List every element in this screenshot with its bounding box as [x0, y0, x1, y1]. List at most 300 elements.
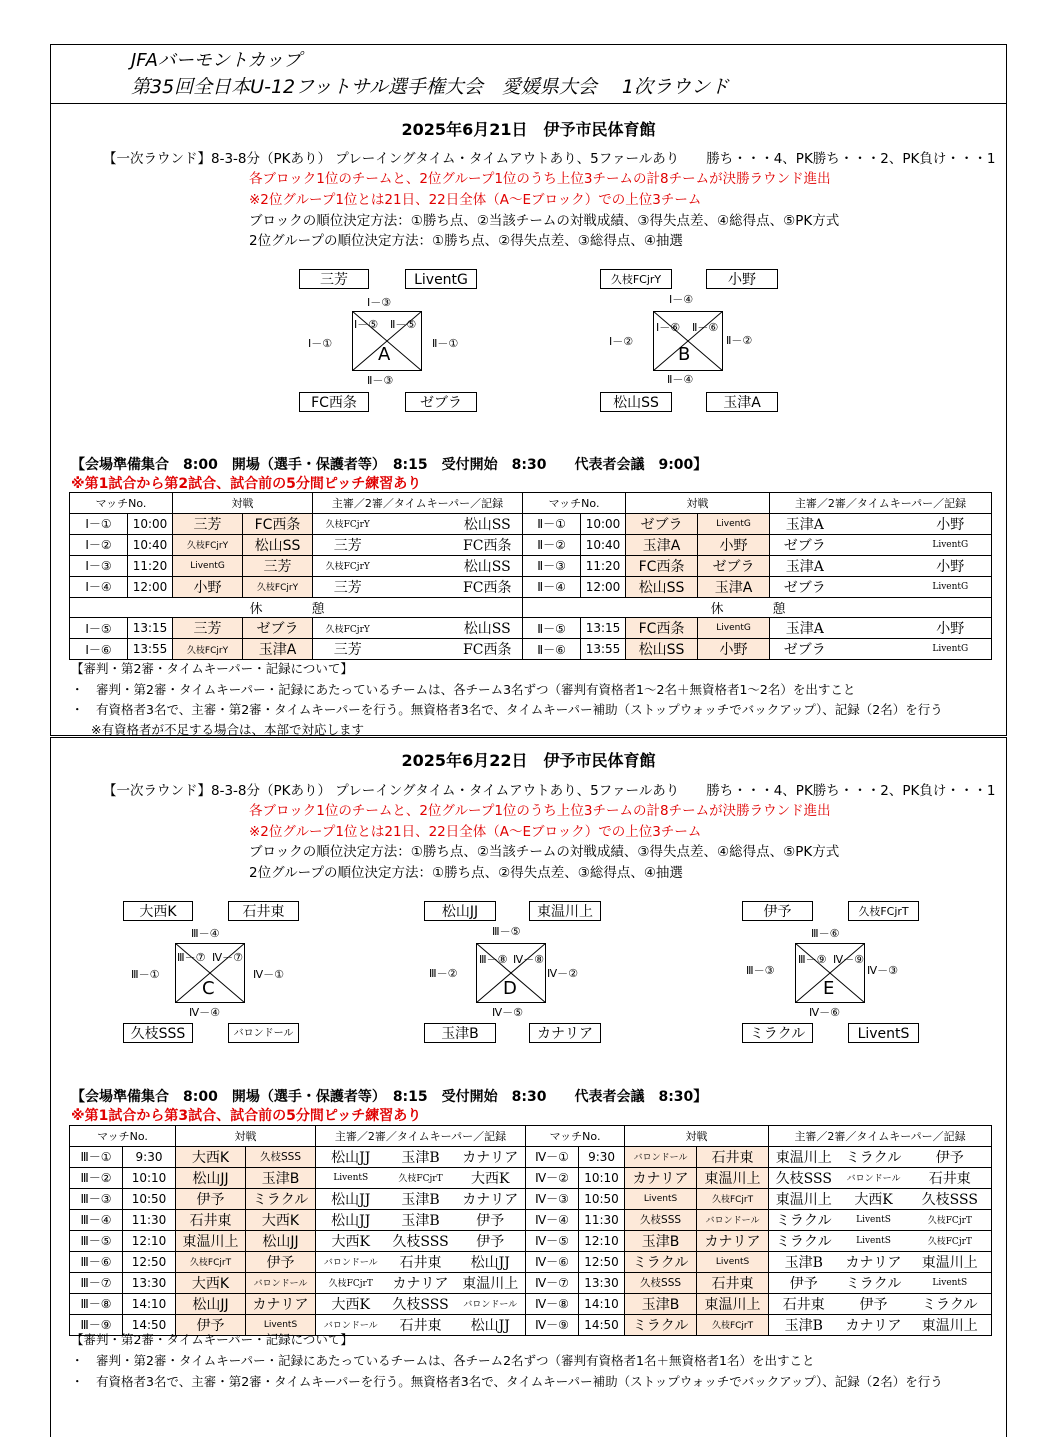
- away-team: 小野: [698, 534, 770, 555]
- referee-team-1: LiventS: [316, 1167, 386, 1188]
- block-e-label-top: Ⅲ－⑥: [811, 927, 840, 940]
- referee-team-3: 久枝FCjrT: [909, 1230, 992, 1251]
- away-team: バロンドール: [246, 1272, 316, 1293]
- referee-team-1: バロンドール: [316, 1314, 386, 1335]
- match-time: 13:30: [579, 1272, 625, 1293]
- block-a-team-tl: 三芳: [299, 269, 369, 289]
- day1-note-1: ・ 審判・第2審・タイムキーパー・記録にあたっているチームは、各チーム3名ずつ（審判有資格者1～2名＋無資格者1～2名）を出すこと: [71, 682, 856, 697]
- block-d-label-bottom: Ⅳ－⑤: [492, 1006, 524, 1019]
- home-team: 久枝FCjrY: [173, 534, 243, 555]
- referee-team-2: [383, 555, 453, 576]
- away-team: 東温川上: [697, 1167, 769, 1188]
- referee-team-1: 久枝FCjrY: [313, 513, 383, 534]
- table-row: [70, 534, 992, 555]
- referee-team-1: 東温川上: [769, 1188, 839, 1209]
- referee-team-3: 松山SS: [453, 555, 523, 576]
- day2-venue-schedule: 【会場準備集合 8:00 開場（選手・保護者等） 8:15 受付開始 8:30 代表者会議 8:30】: [71, 1089, 708, 1105]
- match-number: Ⅳ－③: [526, 1188, 579, 1209]
- referee-team-2: LiventS: [839, 1230, 909, 1251]
- match-time: 11:30: [579, 1209, 625, 1230]
- away-team: 石井東: [697, 1272, 769, 1293]
- home-team: 久枝FCjrY: [173, 639, 243, 660]
- block-e-team-br: LiventS: [848, 1023, 919, 1043]
- away-team: 大西K: [246, 1209, 316, 1230]
- referee-team-1: 久枝FCjrY: [313, 555, 383, 576]
- home-team: 東温川上: [176, 1230, 246, 1251]
- day1-section: [50, 44, 1007, 736]
- match-number: Ⅳ－⑧: [526, 1293, 579, 1314]
- referee-team-1: 玉津A: [770, 555, 840, 576]
- match-number: Ⅰ－④: [70, 576, 128, 597]
- away-team: 玉津A: [698, 576, 770, 597]
- block-b-team-bl: 松山SS: [600, 392, 672, 412]
- referee-team-3: カナリア: [456, 1146, 526, 1167]
- block-c-label-top: Ⅲ－④: [191, 927, 220, 940]
- home-team: 松山SS: [626, 639, 698, 660]
- block-b-label-bottom: Ⅱ－④: [667, 373, 694, 386]
- referee-team-2: [840, 513, 910, 534]
- referee-team-2: [840, 534, 910, 555]
- day2-date: 2025年6月22日 伊予市民体育館: [401, 751, 656, 770]
- block-a-label-diag2: Ⅱ－⑤: [390, 318, 417, 331]
- block-a-label-right: Ⅱ－①: [432, 337, 459, 350]
- match-time: 10:10: [123, 1167, 176, 1188]
- referee-team-1: 三芳: [313, 639, 383, 660]
- away-team: 久枝FCjrY: [243, 576, 313, 597]
- away-team: 三芳: [243, 555, 313, 576]
- block-c-label-right: Ⅳ－①: [253, 968, 285, 981]
- home-team: 松山SS: [626, 576, 698, 597]
- referee-team-2: 石井東: [386, 1251, 456, 1272]
- match-time: 12:10: [123, 1230, 176, 1251]
- referee-team-3: ミラクル: [909, 1293, 992, 1314]
- match-number: Ⅲ－③: [70, 1188, 123, 1209]
- match-time: 12:00: [128, 576, 173, 597]
- home-team: 玉津B: [625, 1230, 697, 1251]
- home-team: バロンドール: [625, 1146, 697, 1167]
- referee-team-3: 東温川上: [456, 1272, 526, 1293]
- block-e-label-bottom: Ⅳ－⑥: [809, 1006, 841, 1019]
- block-a-label-left: Ⅰ－①: [308, 337, 333, 350]
- day2-note-1: ・ 審判・第2審・タイムキーパー・記録にあたっているチームは、各チーム2名ずつ（審判有資格者1名＋無資格者1名）を出すこと: [71, 1353, 815, 1368]
- match-number: Ⅱ－④: [523, 576, 581, 597]
- referee-team-2: ミラクル: [839, 1272, 909, 1293]
- referee-team-2: カナリア: [839, 1314, 909, 1335]
- referee-team-1: 三芳: [313, 534, 383, 555]
- match-number: Ⅲ－④: [70, 1209, 123, 1230]
- referee-team-1: 久枝FCjrY: [313, 618, 383, 639]
- referee-team-3: 松山JJ: [456, 1251, 526, 1272]
- header-match-no: マッチNo.: [70, 493, 173, 514]
- referee-team-1: 松山JJ: [316, 1209, 386, 1230]
- block-a-letter: A: [378, 344, 391, 365]
- referee-team-1: ゼブラ: [770, 576, 840, 597]
- referee-team-1: 三芳: [313, 576, 383, 597]
- referee-team-2: 玉津B: [386, 1146, 456, 1167]
- block-d-label-left: Ⅲ－②: [429, 967, 458, 980]
- match-time: 10:50: [123, 1188, 176, 1209]
- referee-team-2: [840, 618, 910, 639]
- referee-team-1: 石井東: [769, 1293, 839, 1314]
- referee-team-1: 松山JJ: [316, 1188, 386, 1209]
- referee-team-3: 東温川上: [909, 1314, 992, 1335]
- referee-team-3: 東温川上: [909, 1251, 992, 1272]
- block-e-team-tr: 久枝FCjrT: [848, 901, 919, 921]
- referee-team-3: 久枝FCjrT: [909, 1209, 992, 1230]
- match-number: Ⅲ－②: [70, 1167, 123, 1188]
- block-b-team-tl: 久枝FCjrY: [600, 269, 672, 289]
- referee-team-1: 玉津A: [770, 618, 840, 639]
- away-team: LiventG: [698, 618, 770, 639]
- match-number: Ⅳ－⑦: [526, 1272, 579, 1293]
- table-row: [70, 576, 992, 597]
- referee-team-3: 伊予: [909, 1146, 992, 1167]
- document-header: [51, 45, 1006, 104]
- referee-team-3: 松山SS: [453, 513, 523, 534]
- referee-team-3: 小野: [910, 618, 992, 639]
- table-row: [70, 1251, 992, 1272]
- away-team: バロンドール: [697, 1209, 769, 1230]
- block-a-label-top: Ⅰ－③: [367, 296, 392, 309]
- home-team: 石井東: [176, 1209, 246, 1230]
- block-e-label-diag1: Ⅲ－⑨: [798, 953, 827, 966]
- away-team: カナリア: [246, 1293, 316, 1314]
- home-team: FC西条: [626, 555, 698, 576]
- table-row: [70, 1146, 992, 1167]
- home-team: LiventG: [173, 555, 243, 576]
- day1-rule-1: 【一次ラウンド】8-3-8分（PKあり） プレーイングタイム・タイムアウトあり、5ファールあり 勝ち・・・4、PK勝ち・・・2、PK負け・・・1: [103, 151, 996, 167]
- away-team: カナリア: [697, 1230, 769, 1251]
- referee-team-3: 大西K: [456, 1167, 526, 1188]
- match-time: 11:30: [123, 1209, 176, 1230]
- match-time: 10:40: [581, 534, 626, 555]
- block-c-label-bottom: Ⅳ－④: [189, 1006, 221, 1019]
- referee-team-2: [383, 513, 453, 534]
- header-line2: 第35回全日本U-12フットサル選手権大会 愛媛県大会 1次ラウンド: [131, 76, 729, 98]
- match-time: 9:30: [123, 1146, 176, 1167]
- block-c-team-bl: 久枝SSS: [123, 1023, 193, 1043]
- referee-team-2: 久枝SSS: [386, 1293, 456, 1314]
- referee-team-2: [840, 639, 910, 660]
- block-e-label-diag2: Ⅳ－⑨: [833, 953, 865, 966]
- referee-team-2: 伊予: [839, 1293, 909, 1314]
- header-line1: JFAバーモントカップ: [131, 50, 302, 71]
- block-c-label-diag2: Ⅳ－⑦: [212, 951, 244, 964]
- referee-team-3: バロンドール: [456, 1293, 526, 1314]
- referee-team-1: ミラクル: [769, 1209, 839, 1230]
- match-time: 14:10: [579, 1293, 625, 1314]
- table-header-row: [70, 1126, 992, 1147]
- day1-schedule-table: [69, 492, 992, 660]
- match-number: Ⅰ－②: [70, 534, 128, 555]
- away-team: ゼブラ: [243, 618, 313, 639]
- block-d-team-br: カナリア: [529, 1023, 601, 1043]
- day1-notes-title: 【審判・第2審・タイムキーパー・記録について】: [71, 661, 353, 676]
- break-label: 休 憩: [523, 597, 992, 618]
- home-team: 三芳: [173, 513, 243, 534]
- block-b-letter: B: [678, 344, 691, 365]
- away-team: LiventS: [246, 1314, 316, 1335]
- referee-team-3: FC西条: [453, 639, 523, 660]
- block-d-label-diag2: Ⅳ－⑧: [513, 953, 545, 966]
- home-team: 大西K: [176, 1146, 246, 1167]
- block-d-letter: D: [503, 978, 517, 999]
- header-match-no: マッチNo.: [523, 493, 626, 514]
- referee-team-3: 伊予: [456, 1209, 526, 1230]
- break-label: 休 憩: [70, 597, 523, 618]
- home-team: 久枝SSS: [625, 1209, 697, 1230]
- referee-team-3: 石井東: [909, 1167, 992, 1188]
- header-match: 対戦: [626, 493, 770, 514]
- referee-team-2: 石井東: [386, 1314, 456, 1335]
- block-c-team-tr: 石井東: [228, 901, 299, 921]
- away-team: ゼブラ: [698, 555, 770, 576]
- referee-team-3: FC西条: [453, 576, 523, 597]
- referee-team-1: ゼブラ: [770, 639, 840, 660]
- block-e-team-tl: 伊予: [742, 901, 813, 921]
- day1-venue-schedule: 【会場準備集合 8:00 開場（選手・保護者等） 8:15 受付開始 8:30 代表者会議 9:00】: [71, 457, 708, 473]
- block-b-label-top: Ⅰ－④: [669, 293, 694, 306]
- day2-rule-4: ブロックの順位決定方法：①勝ち点、②当該チームの対戦成績、③得失点差、④総得点、⑤PK方式: [249, 844, 840, 860]
- block-e-label-left: Ⅲ－③: [746, 964, 775, 977]
- referee-team-2: 大西K: [839, 1188, 909, 1209]
- referee-team-3: 伊予: [456, 1230, 526, 1251]
- block-b-team-tr: 小野: [706, 269, 778, 289]
- match-time: 13:30: [123, 1272, 176, 1293]
- referee-team-3: カナリア: [456, 1188, 526, 1209]
- match-time: 12:00: [581, 576, 626, 597]
- match-time: 10:00: [581, 513, 626, 534]
- match-number: Ⅲ－⑤: [70, 1230, 123, 1251]
- away-team: FC西条: [243, 513, 313, 534]
- block-b-label-right: Ⅱ－②: [726, 334, 753, 347]
- home-team: LiventS: [625, 1188, 697, 1209]
- referee-team-2: [383, 534, 453, 555]
- referee-team-2: 玉津B: [386, 1209, 456, 1230]
- match-time: 13:15: [581, 618, 626, 639]
- home-team: ミラクル: [625, 1314, 697, 1335]
- home-team: 玉津B: [625, 1293, 697, 1314]
- day1-note-3: ※有資格者が不足する場合は、本部で対応します: [91, 722, 364, 737]
- away-team: 東温川上: [697, 1293, 769, 1314]
- match-time: 10:40: [128, 534, 173, 555]
- table-header-row: [70, 493, 992, 514]
- table-row: [70, 618, 992, 639]
- match-time: 13:15: [128, 618, 173, 639]
- table-row: [70, 555, 992, 576]
- header-refs: 主審／2審／タイムキーパー／記録: [316, 1126, 526, 1147]
- block-d-label-diag1: Ⅲ－⑧: [479, 953, 508, 966]
- home-team: 久枝SSS: [625, 1272, 697, 1293]
- referee-team-2: バロンドール: [839, 1167, 909, 1188]
- day2-schedule-table: [69, 1125, 992, 1336]
- block-c-letter: C: [202, 978, 215, 999]
- day2-rule-2: 各ブロック1位のチームと、2位グループ1位のうち上位3チームの計8チームが決勝ラウンド進出: [249, 803, 831, 819]
- referee-team-2: 久枝SSS: [386, 1230, 456, 1251]
- day1-practice-note: ※第1試合から第2試合、試合前の5分間ピッチ練習あり: [71, 476, 422, 492]
- referee-team-1: 久枝SSS: [769, 1167, 839, 1188]
- away-team: 久枝FCjrT: [697, 1314, 769, 1335]
- referee-team-2: カナリア: [839, 1251, 909, 1272]
- away-team: LiventG: [698, 513, 770, 534]
- table-row: [70, 513, 992, 534]
- block-b-label-left: Ⅰ－②: [609, 335, 634, 348]
- referee-team-1: バロンドール: [316, 1251, 386, 1272]
- day1-rule-5: 2位グループの順位決定方法：①勝ち点、②得失点差、③総得点、④抽選: [249, 233, 683, 249]
- home-team: 伊予: [176, 1314, 246, 1335]
- table-row: [70, 1272, 992, 1293]
- header-refs: 主審／2審／タイムキーパー／記録: [769, 1126, 992, 1147]
- home-team: 小野: [173, 576, 243, 597]
- away-team: 小野: [698, 639, 770, 660]
- referee-team-2: 久枝FCjrT: [386, 1167, 456, 1188]
- day2-practice-note: ※第1試合から第3試合、試合前の5分間ピッチ練習あり: [71, 1108, 422, 1124]
- block-a-team-bl: FC西条: [299, 392, 369, 412]
- away-team: 伊予: [246, 1251, 316, 1272]
- referee-team-2: [383, 639, 453, 660]
- match-number: Ⅲ－⑦: [70, 1272, 123, 1293]
- away-team: 松山JJ: [246, 1230, 316, 1251]
- table-row: [70, 639, 992, 660]
- away-team: 玉津A: [243, 639, 313, 660]
- away-team: 石井東: [697, 1146, 769, 1167]
- home-team: FC西条: [626, 618, 698, 639]
- table-row: [70, 1293, 992, 1314]
- match-time: 9:30: [579, 1146, 625, 1167]
- block-b-label-diag1: Ⅰ－⑥: [656, 321, 681, 334]
- referee-team-1: 玉津A: [770, 513, 840, 534]
- match-number: Ⅰ－⑥: [70, 639, 128, 660]
- table-row: [70, 1230, 992, 1251]
- home-team: 久枝FCjrT: [176, 1251, 246, 1272]
- match-time: 14:10: [123, 1293, 176, 1314]
- referee-team-1: 玉津B: [769, 1251, 839, 1272]
- match-time: 10:50: [579, 1188, 625, 1209]
- referee-team-2: 玉津B: [386, 1188, 456, 1209]
- referee-team-1: 松山JJ: [316, 1146, 386, 1167]
- match-time: 13:55: [128, 639, 173, 660]
- match-number: Ⅰ－③: [70, 555, 128, 576]
- referee-team-2: [840, 555, 910, 576]
- referee-team-2: [383, 576, 453, 597]
- match-time: 14:50: [579, 1314, 625, 1335]
- block-c-label-diag1: Ⅲ－⑦: [177, 951, 206, 964]
- block-c-team-tl: 大西K: [123, 901, 193, 921]
- match-number: Ⅲ－①: [70, 1146, 123, 1167]
- referee-team-1: 伊予: [769, 1272, 839, 1293]
- referee-team-3: 松山SS: [453, 618, 523, 639]
- referee-team-2: ミラクル: [839, 1146, 909, 1167]
- away-team: 久枝SSS: [246, 1146, 316, 1167]
- header-match-no: マッチNo.: [526, 1126, 625, 1147]
- day1-date: 2025年6月21日 伊予市民体育館: [401, 120, 656, 139]
- home-team: 三芳: [173, 618, 243, 639]
- home-team: ゼブラ: [626, 513, 698, 534]
- header-match: 対戦: [173, 493, 313, 514]
- away-team: LiventS: [697, 1251, 769, 1272]
- match-time: 13:55: [581, 639, 626, 660]
- away-team: 玉津B: [246, 1167, 316, 1188]
- home-team: 大西K: [176, 1272, 246, 1293]
- referee-team-3: LiventG: [910, 534, 992, 555]
- day2-rule-3: ※2位グループ1位とは21日、22日全体（A～Eブロック）での上位3チーム: [249, 824, 702, 840]
- table-row: [70, 1209, 992, 1230]
- referee-team-3: 松山JJ: [456, 1314, 526, 1335]
- header-match: 対戦: [625, 1126, 769, 1147]
- day2-section: [50, 737, 1007, 1437]
- day1-rule-4: ブロックの順位決定方法：①勝ち点、②当該チームの対戦成績、③得失点差、④総得点、⑤PK方式: [249, 213, 840, 229]
- match-number: Ⅳ－⑨: [526, 1314, 579, 1335]
- home-team: ミラクル: [625, 1251, 697, 1272]
- block-a-label-bottom: Ⅱ－③: [367, 374, 394, 387]
- day2-notes-title: 【審判・第2審・タイムキーパー・記録について】: [71, 1332, 353, 1347]
- block-d-team-tr: 東温川上: [529, 901, 601, 921]
- match-number: Ⅳ－①: [526, 1146, 579, 1167]
- referee-team-1: 東温川上: [769, 1146, 839, 1167]
- block-a-team-tr: LiventG: [405, 269, 477, 289]
- referee-team-1: 玉津B: [769, 1314, 839, 1335]
- header-refs: 主審／2審／タイムキーパー／記録: [313, 493, 523, 514]
- header-match-no: マッチNo.: [70, 1126, 176, 1147]
- referee-team-1: 久枝FCjrT: [316, 1272, 386, 1293]
- day2-rule-1: 【一次ラウンド】8-3-8分（PKあり） プレーイングタイム・タイムアウトあり、5ファールあり 勝ち・・・4、PK勝ち・・・2、PK負け・・・1: [103, 783, 996, 799]
- break-row: [70, 597, 992, 618]
- referee-team-2: LiventS: [839, 1209, 909, 1230]
- match-number: Ⅰ－⑤: [70, 618, 128, 639]
- referee-team-2: [840, 576, 910, 597]
- match-number: Ⅲ－⑧: [70, 1293, 123, 1314]
- referee-team-1: 大西K: [316, 1230, 386, 1251]
- match-number: Ⅰ－①: [70, 513, 128, 534]
- day1-note-2: ・ 有資格者3名で、主審・第2審・タイムキーパーを行う。無資格者3名で、タイムキーパー補助（ストップウォッチでバックアップ）、記録（2名）を行う: [71, 702, 943, 717]
- match-time: 12:50: [579, 1251, 625, 1272]
- block-a-label-diag1: Ⅰ－⑤: [354, 318, 379, 331]
- referee-team-3: 小野: [910, 513, 992, 534]
- referee-team-1: ミラクル: [769, 1230, 839, 1251]
- away-team: ミラクル: [246, 1188, 316, 1209]
- match-time: 14:50: [123, 1314, 176, 1335]
- block-d-label-right: Ⅳ－②: [547, 967, 579, 980]
- block-d-team-tl: 松山JJ: [424, 901, 496, 921]
- match-number: Ⅱ－①: [523, 513, 581, 534]
- block-b-team-br: 玉津A: [706, 392, 778, 412]
- referee-team-3: FC西条: [453, 534, 523, 555]
- match-number: Ⅲ－⑥: [70, 1251, 123, 1272]
- referee-team-3: 小野: [910, 555, 992, 576]
- block-d-team-bl: 玉津B: [424, 1023, 496, 1043]
- match-number: Ⅱ－⑤: [523, 618, 581, 639]
- match-number: Ⅳ－⑥: [526, 1251, 579, 1272]
- block-c-team-br: バロンドール: [228, 1023, 299, 1043]
- block-c-label-left: Ⅲ－①: [131, 968, 160, 981]
- block-e-letter: E: [823, 978, 835, 999]
- table-row: [70, 1167, 992, 1188]
- referee-team-2: [383, 618, 453, 639]
- referee-team-2: カナリア: [386, 1272, 456, 1293]
- header-match: 対戦: [176, 1126, 316, 1147]
- away-team: 松山SS: [243, 534, 313, 555]
- referee-team-1: 大西K: [316, 1293, 386, 1314]
- day1-rule-3: ※2位グループ1位とは21日、22日全体（A～Eブロック）での上位3チーム: [249, 192, 702, 208]
- home-team: 松山JJ: [176, 1167, 246, 1188]
- match-number: Ⅳ－⑤: [526, 1230, 579, 1251]
- block-d-label-top: Ⅲ－⑤: [492, 925, 521, 938]
- home-team: 玉津A: [626, 534, 698, 555]
- referee-team-3: LiventS: [909, 1272, 992, 1293]
- match-number: Ⅱ－②: [523, 534, 581, 555]
- away-team: 久枝FCjrT: [697, 1188, 769, 1209]
- match-time: 11:20: [581, 555, 626, 576]
